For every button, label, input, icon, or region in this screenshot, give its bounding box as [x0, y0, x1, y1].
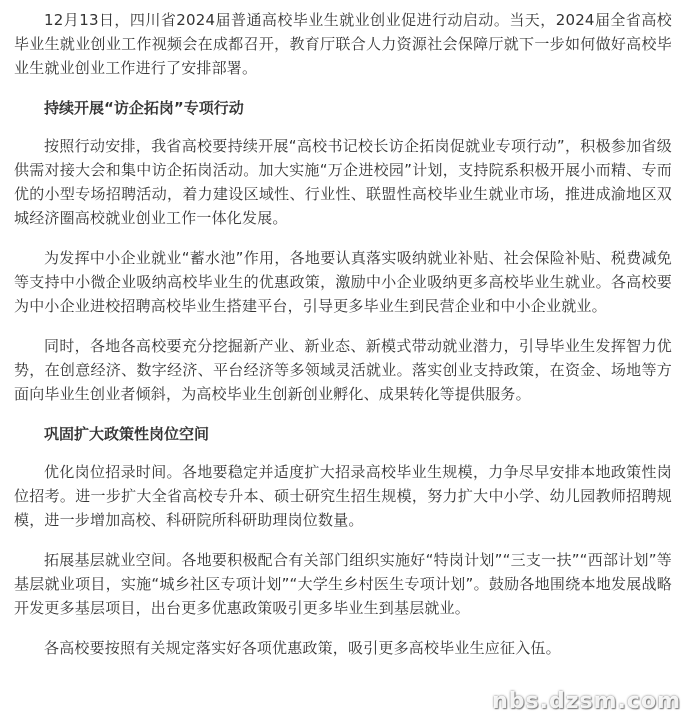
paragraph-sme-employment: 为发挥中小企业就业“蓄水池”作用，各地要认真落实吸纳就业补贴、社会保险补贴、税费减免等支持中小微企业吸纳高校毕业生的优惠政策，激励中小企业吸纳更多高校毕业生就业。各高校要为中小企业进校招聘高校毕业生搭建平台，引导更多毕业生到民营企业和中小企业就业。: [14, 249, 672, 315]
paragraph-grassroots-employment: 拓展基层就业空间。各地要积极配合有关部门组织实施好“特岗计划”“三支一扶”“西部计划”等基层就业项目，实施“城乡社区专项计划”“大学生乡村医生专项计划”。鼓励各地围绕本地发展战略开发更多基层项目，出台更多优惠政策吸引更多毕业生到基层就业。: [14, 551, 672, 617]
site-watermark: nbs.dzsm.com: [492, 689, 681, 714]
article-body: [14, 8, 672, 676]
section-heading-visit-enterprises: 持续开展“访企拓岗”专项行动: [44, 99, 244, 117]
paragraph-intro: 12月13日，四川省2024届普通高校毕业生就业创业促进行动启动。当天，2024届全省高校毕业生就业创业工作视频会在成都召开，教育厅联合人力资源社会保障厅就下一步如何做好高校毕业生就业创业工作进行了安排部署。: [14, 11, 672, 77]
section-heading-policy-positions: 巩固扩大政策性岗位空间: [44, 425, 210, 443]
paragraph-flexible-employment: 同时，各地各高校要充分挖掘新产业、新业态、新模式带动就业潜力，引导毕业生发挥智力优势，在创意经济、数字经济、平台经济等多领域灵活就业。落实创业支持政策，在资金、场地等方面向毕业生创业者倾斜，为高校毕业生创新创业孵化、成果转化等提供服务。: [14, 337, 672, 403]
paragraph-recruitment-timing: 优化岗位招录时间。各地要稳定并适度扩大招录高校毕业生规模，力争尽早安排本地政策性岗位招考。进一步扩大全省高校专升本、硕士研究生招生规模，努力扩大中小学、幼儿园教师招聘规模，进一步增加高校、科研院所科研助理岗位数量。: [14, 463, 672, 529]
paragraph-enlistment: 各高校要按照有关规定落实好各项优惠政策，吸引更多高校毕业生应征入伍。: [44, 639, 561, 657]
paragraph-action-plan: 按照行动安排，我省高校要持续开展“高校书记校长访企拓岗促就业专项行动”，积极参加省级供需对接大会和集中访企拓岗活动。加大实施“万企进校园”计划，支持院系积极开展小而精、专而优的小型专场招聘活动，着力建设区域性、行业性、联盟性高校毕业生就业市场，推进成渝地区双城经济圈高校就业创业工作一体化发展。: [14, 137, 672, 227]
